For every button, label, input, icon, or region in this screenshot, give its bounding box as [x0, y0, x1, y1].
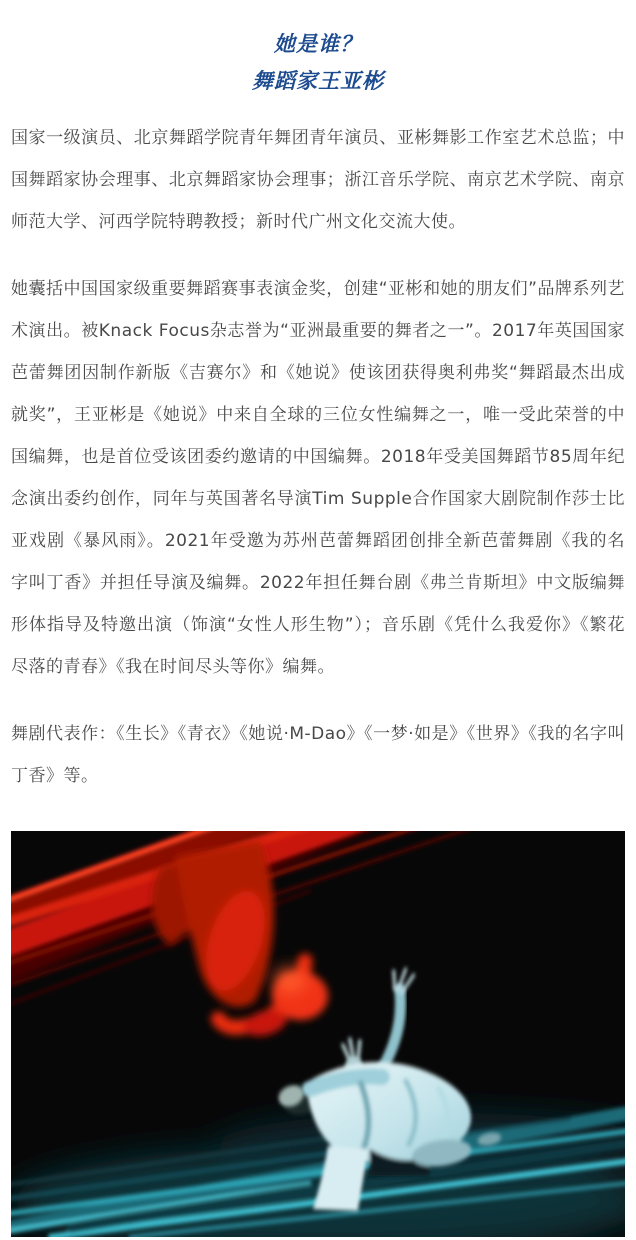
title-line-1: 她是谁？: [274, 32, 362, 56]
stage-performance-photo: [11, 831, 625, 1237]
article-title: [11, 26, 625, 100]
title-line-2: 舞蹈家王亚彬: [252, 69, 384, 93]
stage-photo-illustration: [11, 831, 625, 1237]
bio-paragraph-representative-works: 舞剧代表作：《生长》《青衣》《她说·M-Dao》《一梦·如是》《世界》《我的名字叫丁香》等。: [11, 724, 625, 786]
bio-paragraph-achievements: 她囊括中国国家级重要舞蹈赛事表演金奖，创建“亚彬和她的朋友们”品牌系列艺术演出。被Knack Focus杂志誉为“亚洲最重要的舞者之一”。2017年英国国家芭蕾舞团因制作新版《吉赛尔》和《她说》使该团获得奥利弗奖“舞蹈最杰出成就奖”，王亚彬是《她说》中来自全球的三位女性编舞之一，唯一受此荣誉的中国编舞，也是首位受该团委约邀请的中国编舞。2018年受美国舞蹈节85周年纪念演出委约创作，同年与英国著名导演Tim Supple合作国家大剧院制作莎士比亚戏剧《暴风雨》。2021年受邀为苏州芭蕾舞蹈团创排全新芭蕾舞剧《我的名字叫丁香》并担任导演及编舞。2022年担任舞台剧《弗兰肯斯坦》中文版编舞形体指导及特邀出演（饰演“女性人形生物”）；音乐剧《凭什么我爱你》《繁花尽落的青春》《我在时间尽头等你》编舞。: [11, 279, 625, 677]
bio-paragraph-titles: 国家一级演员、北京舞蹈学院青年舞团青年演员、亚彬舞影工作室艺术总监；中国舞蹈家协会理事、北京舞蹈家协会理事；浙江音乐学院、南京艺术学院、南京师范大学、河西学院特聘教授；新时代广州文化交流大使。: [11, 128, 625, 232]
